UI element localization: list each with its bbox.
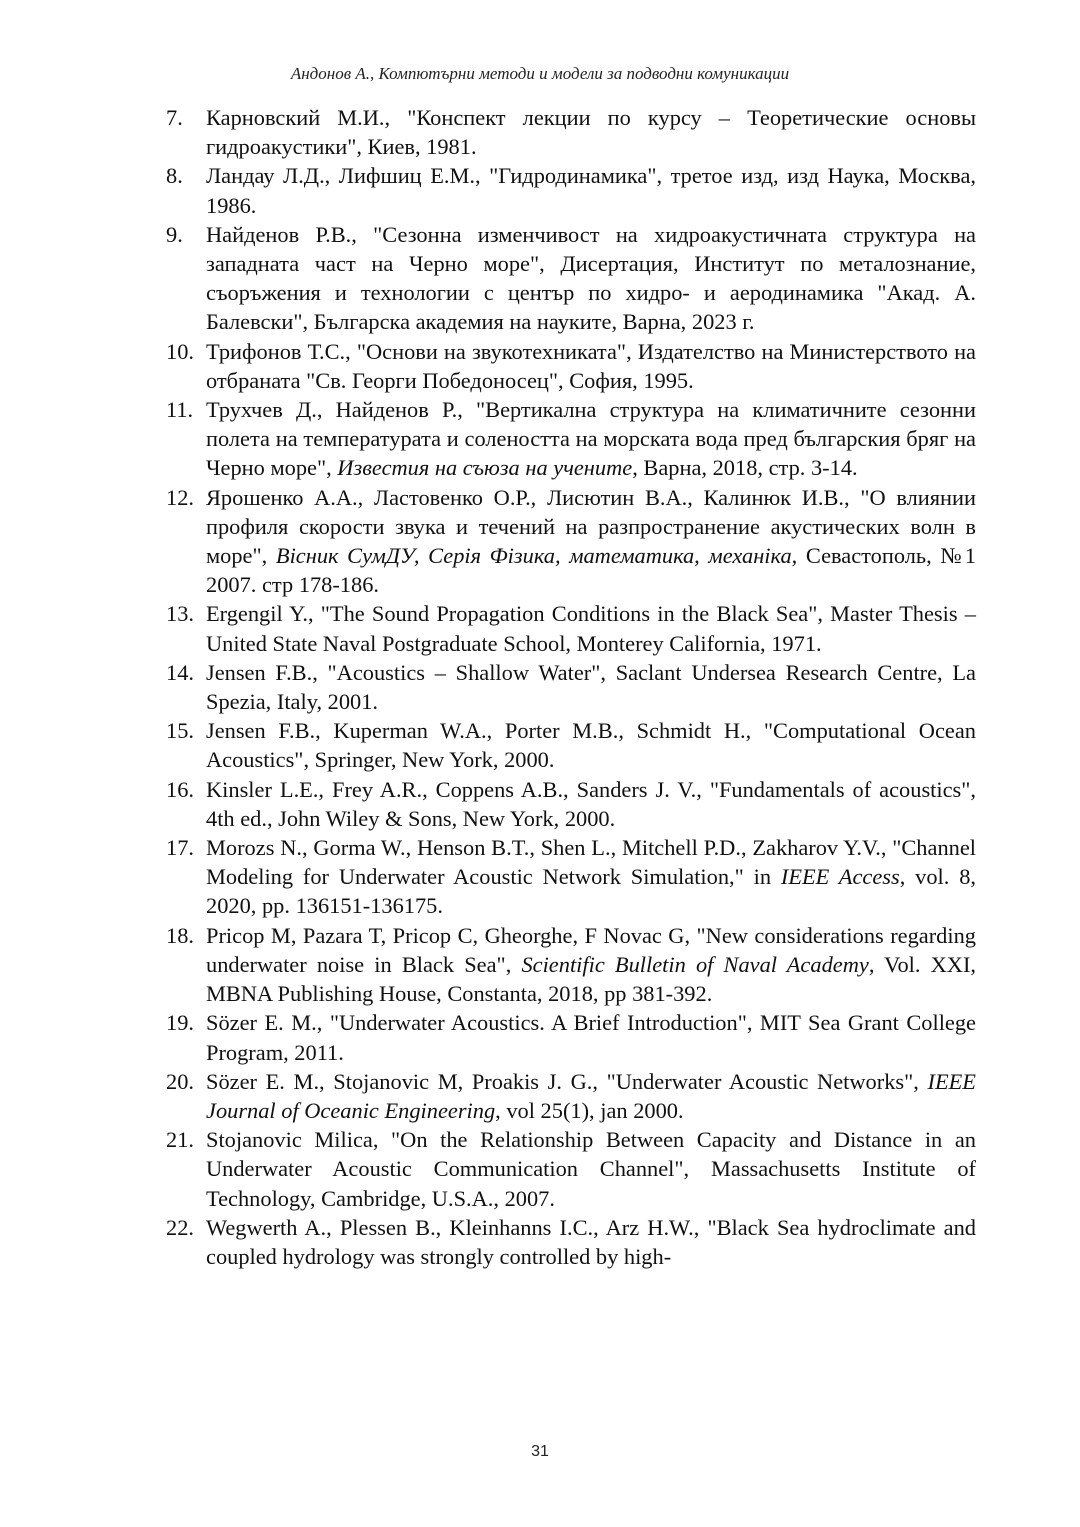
reference-text: Карновский М.И., "Конспект лекции по курсу – Теоретические основы гидроакустики", Киев, 1981. (206, 105, 976, 160)
reference-text: Ландау Л.Д., Лифшиц Е.М., "Гидродинамика", третое изд, изд Наука, Москва, 1986. (206, 163, 976, 218)
reference-item-14 (166, 658, 976, 716)
journal-title: Вісник СумДУ, Серія Фізика, математика, механіка (275, 543, 792, 569)
reference-item-10 (166, 337, 976, 395)
reference-text: Найденов Р.В., "Сезонна изменчивост на хидроакустичната структура на западната част на Черно море", Дисертация, Институт по металознание, съоръжения и технологии с център по хидро- и аеродинамика "Акад. А. Балевски", Българска академия на науките, Варна, 2023 г. (206, 221, 976, 335)
reference-text: Stojanovic Milica, "On the Relationship Between Capacity and Distance in an Underwater Acoustic Communication Channel", Massachusetts Institute of Technology, Cambridge, U.S.A., 2007. (206, 1127, 976, 1211)
reference-number: 19. (166, 1010, 194, 1036)
reference-item-11 (166, 395, 976, 483)
reference-item-8 (166, 161, 976, 219)
journal-title: Известия на съюза на учените (337, 455, 633, 481)
journal-title: IEEE Access (780, 864, 900, 890)
reference-text: Трухчев Д., Найденов Р., "Вертикална структура на климатичните сезонни полета на температурата и солеността на морската вода пред българския бряг на Черно море", Известия на съюза на учените, Варна, 2018, стр. 3-14. (206, 397, 976, 481)
reference-number: 9. (166, 221, 183, 247)
reference-item-15 (166, 716, 976, 774)
reference-number: 7. (166, 105, 183, 130)
reference-text: Jensen F.B., Kuperman W.A., Porter M.B., Schmidt H., "Computational Ocean Acoustics", Springer, New York, 2000. (206, 718, 976, 773)
reference-number: 15. (166, 718, 194, 744)
reference-number: 13. (166, 601, 194, 627)
reference-text: Wegwerth A., Plessen B., Kleinhanns I.C., Arz H.W., "Black Sea hydroclimate and coupled hydrology was strongly controlled by high- (206, 1214, 976, 1269)
running-header: Андонов А., Компютърни методи и модели за подводни комуникации (290, 64, 790, 83)
reference-item-21 (166, 1125, 976, 1213)
reference-text: Sözer E. M., "Underwater Acoustics. A Brief Introduction", MIT Sea Grant College Program, 2011. (206, 1010, 976, 1065)
reference-text: Kinsler L.E., Frey A.R., Coppens A.B., Sanders J. V., "Fundamentals of acoustics", 4th ed., John Wiley & Sons, New York, 2000. (206, 776, 976, 831)
reference-number: 22. (166, 1214, 194, 1240)
journal-title: Scientific Bulletin of Naval Academy (521, 951, 869, 977)
reference-number: 20. (166, 1068, 194, 1094)
reference-text: Ergengil Y., "The Sound Propagation Conditions in the Black Sea", Master Thesis – United State Naval Postgraduate School, Monterey California, 1971. (206, 601, 976, 656)
reference-text: Pricop M, Pazara T, Pricop C, Gheorghe, F Novac G, "New considerations regarding underwater noise in Black Sea", Scientific Bulletin of Naval Academy, Vol. XXI, MBNA Publishing House, Constanta, 2018, pp 381-392. (206, 922, 977, 1007)
reference-number: 8. (166, 163, 183, 189)
reference-text: Morozs N., Gorma W., Henson B.T., Shen L., Mitchell P.D., Zakharov Y.V., "Channel Modeling for Underwater Acoustic Network Simulation," in IEEE Access, vol. 8, 2020, pp. 136151-136175. (206, 835, 976, 919)
reference-item-18 (166, 921, 976, 1009)
reference-number: 12. (166, 484, 194, 510)
reference-number: 11. (166, 397, 194, 423)
reference-text: Трифонов Т.С., "Основи на звукотехниката", Издателство на Министерството на отбраната "Св. Георги Победоносец", София, 1995. (206, 338, 976, 393)
reference-text: Ярошенко А.А., Ластовенко О.Р., Лисютин В.А., Калинюк И.В., "О влиянии профиля скорости звука и течений на разпространение акустических волн в море", Вісник СумДУ, Серія Фізика, математика, механіка, Севастополь, №1 2007. стр 178-186. (206, 484, 976, 598)
reference-item-13 (166, 599, 976, 657)
reference-number: 17. (166, 835, 194, 861)
reference-text: Jensen F.B., "Acoustics – Shallow Water", Saclant Undersea Research Centre, La Spezia, Italy, 2001. (206, 659, 976, 715)
reference-item-7 (166, 103, 976, 161)
reference-list (166, 103, 976, 1271)
reference-number: 21. (166, 1127, 194, 1153)
journal-title: IEEE Journal of Oceanic Engineering (206, 1068, 976, 1123)
reference-item-12 (166, 483, 976, 600)
page-number: 31 (531, 1443, 549, 1460)
reference-item-17 (166, 833, 976, 921)
reference-item-20 (166, 1067, 976, 1125)
reference-item-19 (166, 1008, 976, 1066)
reference-text: Sözer E. M., Stojanovic M, Proakis J. G., "Underwater Acoustic Networks", IEEE Journal of Oceanic Engineering, vol 25(1), jan 2000. (206, 1068, 976, 1123)
reference-item-16 (166, 775, 976, 833)
reference-number: 10. (166, 338, 194, 364)
reference-number: 16. (166, 776, 194, 802)
reference-number: 14. (166, 659, 194, 685)
reference-item-22 (166, 1213, 976, 1271)
reference-number: 18. (166, 922, 194, 948)
reference-item-9 (166, 220, 976, 337)
